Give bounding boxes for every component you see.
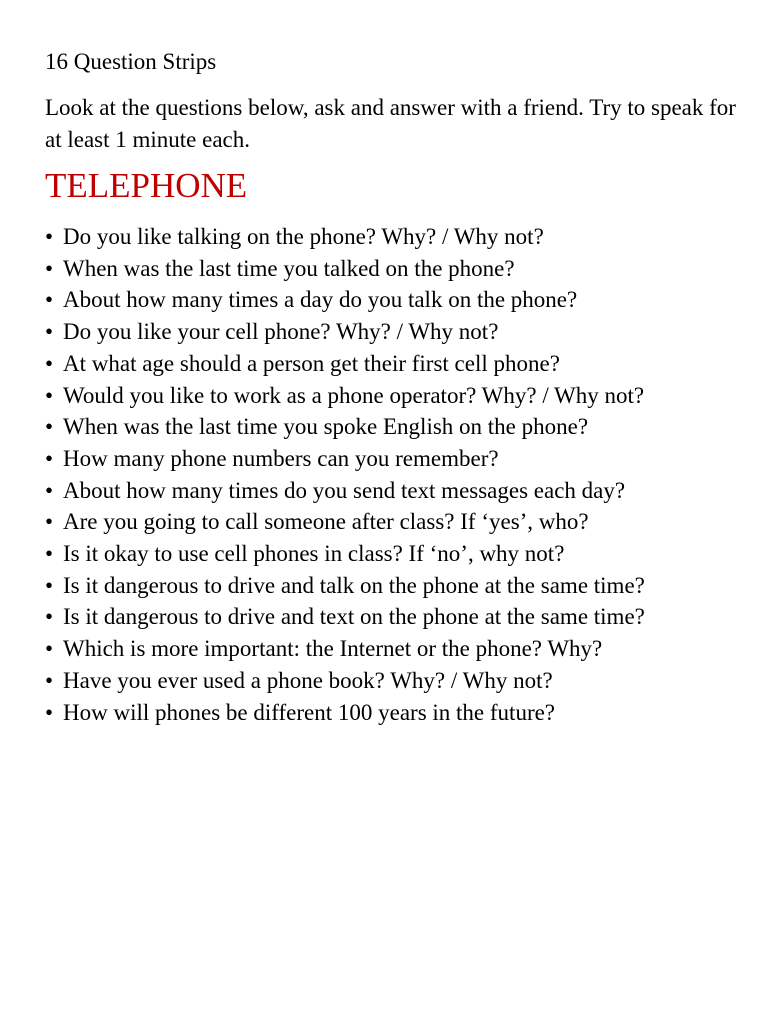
bullet-icon: •: [45, 255, 54, 281]
question-item: [45, 221, 745, 253]
question-item: [45, 570, 745, 602]
question-item: [45, 665, 745, 697]
bullet-icon: •: [45, 604, 54, 630]
question-text: Which is more important: the Internet or the phone? Why?: [63, 636, 603, 662]
question-text: Is it okay to use cell phones in class? If ‘no’, why not?: [63, 541, 565, 567]
question-text: Would you like to work as a phone operator? Why? / Why not?: [63, 382, 645, 408]
question-text: Do you like your cell phone? Why? / Why not?: [63, 319, 499, 345]
question-item: [45, 633, 745, 665]
question-item: [45, 380, 745, 412]
bullet-icon: •: [45, 350, 54, 376]
bullet-icon: •: [45, 414, 54, 440]
question-text: How will phones be different 100 years in the future?: [63, 699, 556, 725]
bullet-icon: •: [45, 509, 54, 535]
question-text: At what age should a person get their first cell phone?: [63, 350, 560, 376]
bullet-icon: •: [45, 572, 54, 598]
bullet-icon: •: [45, 636, 54, 662]
bullet-icon: •: [45, 382, 54, 408]
question-item: [45, 506, 745, 538]
bullet-icon: •: [45, 319, 54, 345]
bullet-icon: •: [45, 224, 54, 249]
bullet-icon: •: [45, 699, 54, 725]
question-item: [45, 253, 745, 285]
question-text: Have you ever used a phone book? Why? / Why not?: [63, 667, 553, 693]
bullet-icon: •: [45, 667, 54, 693]
question-text: About how many times do you send text messages each day?: [63, 477, 626, 503]
question-list: [45, 221, 745, 728]
question-item: [45, 443, 745, 475]
bullet-icon: •: [45, 445, 54, 471]
section-heading: TELEPHONE: [45, 166, 248, 205]
document-page: [45, 46, 745, 728]
question-text: How many phone numbers can you remember?: [63, 445, 499, 471]
question-item: [45, 316, 745, 348]
question-text: Do you like talking on the phone? Why? / Why not?: [63, 224, 544, 249]
question-text: Are you going to call someone after class? If ‘yes’, who?: [63, 509, 589, 535]
bullet-icon: •: [45, 477, 54, 503]
question-item: [45, 601, 745, 633]
question-item: [45, 475, 745, 507]
question-item: [45, 697, 745, 729]
instructions-text: Look at the questions below, ask and answer with a friend. Try to speak for at least 1 minute each.: [45, 95, 736, 152]
bullet-icon: •: [45, 541, 54, 567]
document-title: 16 Question Strips: [45, 49, 217, 74]
question-text: When was the last time you talked on the phone?: [63, 255, 515, 281]
question-item: [45, 538, 745, 570]
question-text: When was the last time you spoke English on the phone?: [63, 414, 589, 440]
question-item: [45, 411, 745, 443]
bullet-icon: •: [45, 287, 54, 313]
question-text: Is it dangerous to drive and talk on the phone at the same time?: [63, 572, 645, 598]
question-text: About how many times a day do you talk on the phone?: [63, 287, 578, 313]
question-item: [45, 348, 745, 380]
question-text: Is it dangerous to drive and text on the phone at the same time?: [63, 604, 645, 630]
question-item: [45, 284, 745, 316]
